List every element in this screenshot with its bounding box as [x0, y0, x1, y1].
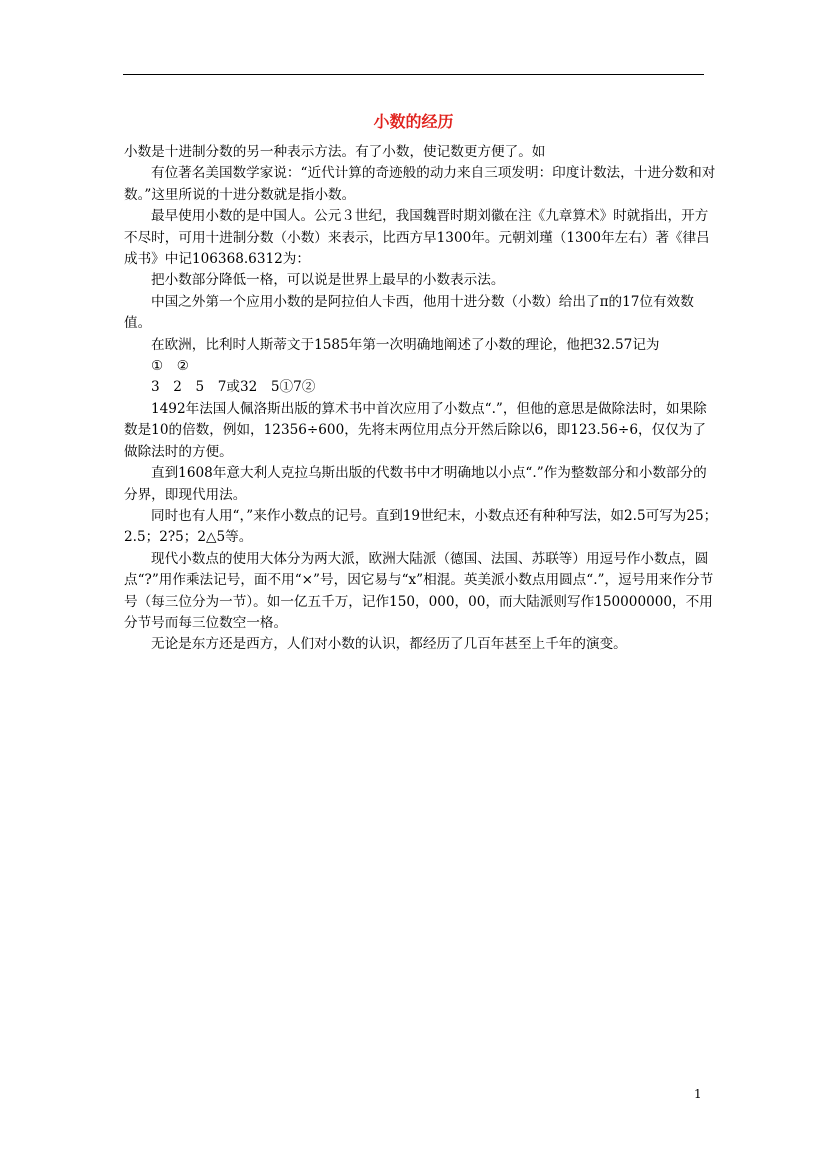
paragraph: 同时也有人用“，”来作小数点的记号。直到19世纪末，小数点还有种种写法，如2.5可写为25；2.5；2?5；2△5等。: [124, 507, 718, 546]
paragraph: 在欧洲，比利时人斯蒂文于1585年第一次明确地阐述了小数的理论，他把32.57记为: [151, 336, 660, 353]
paragraph: 有位著名美国数学家说：“近代计算的奇迹般的动力来自三项发明：印度计数法，十进分数和对数。”这里所说的十进分数就是指小数。: [124, 165, 716, 203]
paragraph: 现代小数点的使用大体分为两大派，欧洲大陆派（德国、法国、苏联等）用逗号作小数点，圆点“?”用作乘法记号，面不用“×”号，因它易与“x”相混。英美派小数点用圆点“.”，逗号用来作分节号（每三位分为一节）。如一亿五千万，记作150，000，00，而大陆派则写作150000000，不用分节号而每三位数空一格。: [124, 550, 714, 631]
paragraph: 把小数部分降低一格，可以说是世界上最早的小数表示法。: [151, 272, 505, 289]
paragraph: 直到1608年意大利人克拉乌斯出版的代数书中才明确地以小点“.”作为整数部分和小数部分的分界，即现代用法。: [124, 465, 707, 503]
stevin-notation-markers: ① ②: [151, 358, 189, 375]
paragraph: 无论是东方还是西方，人们对小数的认识，都经历了几百年甚至上千年的演变。: [151, 636, 627, 653]
stevin-notation-digits: 3 2 5 7或32 5①7②: [151, 379, 316, 396]
document-body: [124, 142, 718, 656]
paragraph: 最早使用小数的是中国人。公元３世纪，我国魏晋时期刘徽在注《九章算术》时就指出，开方不尽时，可用十进制分数（小数）来表示，比西方早1300年。元朝刘瑾（1300年左右）著《律吕成书》中记106368.6312为：: [124, 208, 710, 268]
paragraph: 中国之外第一个应用小数的是阿拉伯人卡西，他用十进分数（小数）给出了π的17位有效数值。: [124, 293, 694, 332]
header-rule: [123, 74, 704, 75]
page-number: 1: [694, 1087, 702, 1101]
document-title: 小数的经历: [373, 112, 454, 131]
paragraph: 1492年法国人佩洛斯出版的算术书中首次应用了小数点“.”，但他的意思是做除法时，如果除数是10的倍数，例如，12356÷600，先将末两位用点分开然后除以6，即123.56÷6，仅仅为了做除法时的方便。: [124, 400, 707, 460]
paragraph: 小数是十进制分数的另一种表示方法。有了小数，使记数更方便了。如: [124, 144, 546, 160]
